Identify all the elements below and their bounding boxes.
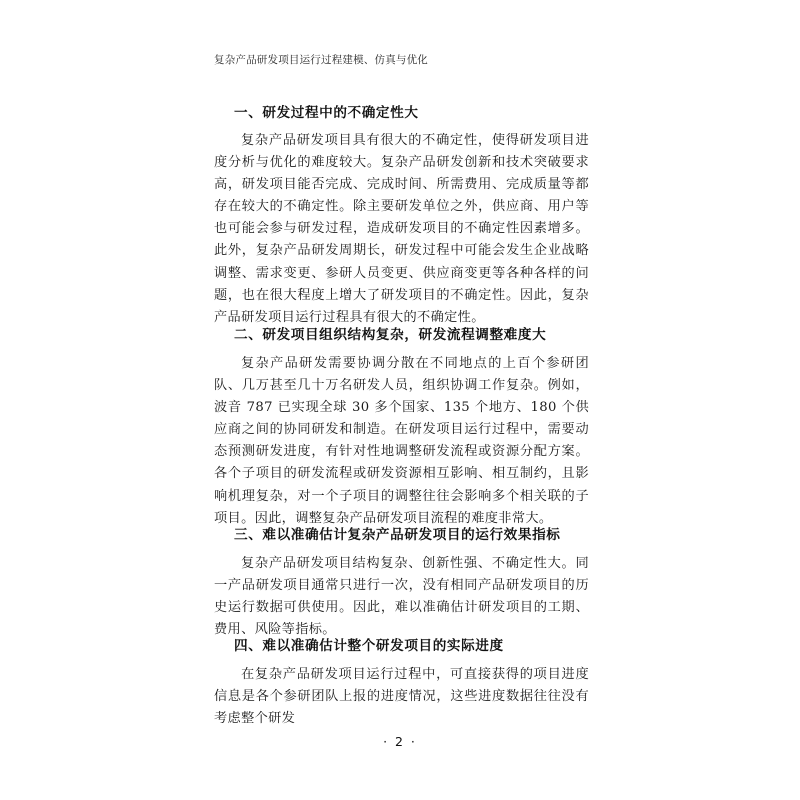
section-1-body: 复杂产品研发项目具有很大的不确定性，使得研发项目进度分析与优化的难度较大。复杂产品研发创新和技术突破要求高，研发项目能否完成、完成时间、所需费用、完成质量等都存在较大的不确定性。除主要研发单位之外，供应商、用户等也可能会参与研发过程，造成研发项目的不确定性因素增多。此外，复杂产品研发周期长，研发过程中可能会发生企业战略调整、需求变更、参研人员变更、供应商变更等各种各样的问题，也在很大程度上增大了研发项目的不确定性。因此，复杂产品研发项目运行过程具有很大的不确定性。	[214, 133, 589, 325]
section-4-body: 在复杂产品研发项目运行过程中，可直接获得的项目进度信息是各个参研团队上报的进度情况，这些进度数据往往没有考虑整个研发	[214, 667, 589, 727]
section-2-body: 复杂产品研发需要协调分散在不同地点的上百个参研团队、几万甚至几十万名研发人员，组织协调工作复杂。例如，波音 787 已实现全球 30 多个国家、135 个地方、180 个供应商之间的协同研发和制造。在研发项目运行过程中，需要动态预测研发进度，有针对性地调整研发流程或资源分配方案。各个子项目的研发流程或研发资源相互影响、相互制约，且影响机理复杂，对一个子项目的调整往往会影响多个相关联的子项目。因此，调整复杂产品研发项目流程的难度非常大。	[214, 356, 589, 526]
section-1-heading: 一、研发过程中的不确定性大	[234, 105, 419, 121]
page-number: · 2 ·	[383, 734, 417, 749]
section-2-heading: 二、研发项目组织结构复杂，研发流程调整难度大	[234, 327, 547, 343]
section-3-body: 复杂产品研发项目结构复杂、创新性强、不确定性大。同一产品研发项目通常只进行一次，没有相同产品研发项目的历史运行数据可供使用。因此，难以准确估计研发项目的工期、费用、风险等指标。	[214, 556, 589, 638]
section-3-heading: 三、难以准确估计复杂产品研发项目的运行效果指标	[234, 527, 561, 543]
running-header: 复杂产品研发项目运行过程建模、仿真与优化	[214, 54, 428, 66]
section-4-heading: 四、难以准确估计整个研发项目的实际进度	[234, 638, 504, 654]
